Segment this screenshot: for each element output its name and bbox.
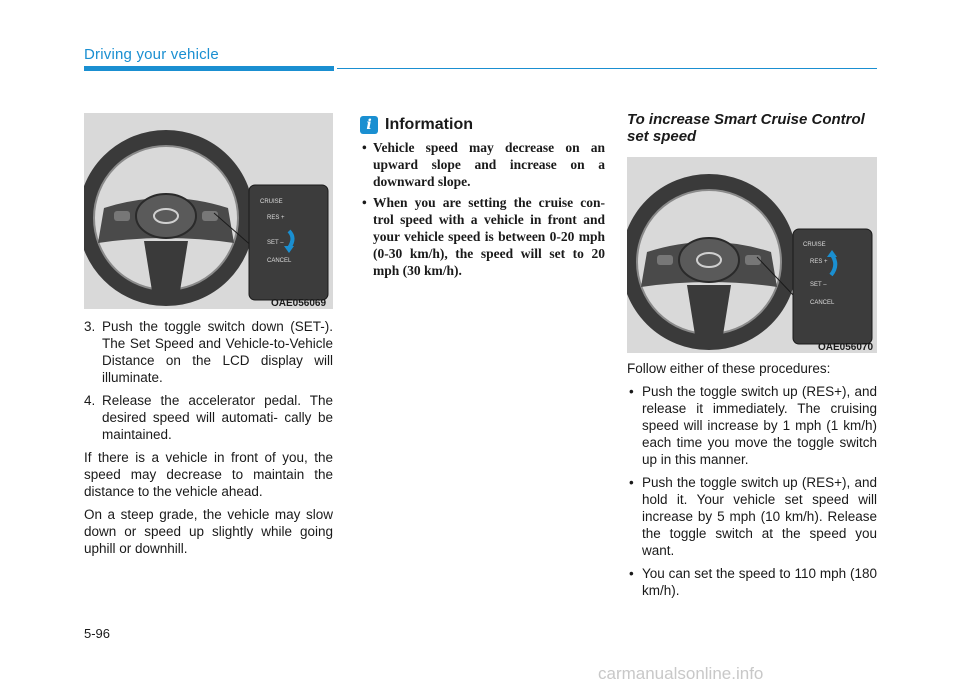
section-title: Driving your vehicle [84,46,219,63]
figure-caption-right: OAE056070 [818,342,874,353]
bullet-icon: • [629,384,634,399]
subsection-title: To increase Smart Cruise Control set speed [627,111,865,145]
step-4 [84,392,333,443]
right-column [627,360,877,605]
page-number: 5-96 [84,626,111,641]
fig-left-label-2: SET – [267,240,284,246]
header-rule-thick [84,66,334,71]
fig-right-label-2: SET – [810,282,827,288]
step-number: 3. [84,319,96,334]
figure-steering-wheel-set [84,113,333,309]
fig-left-label-3: CANCEL [267,258,292,264]
info-icon: i [360,116,378,134]
step-3 [84,318,333,386]
fig-right-label-0: CRUISE [803,242,826,248]
steering-wheel-illustration [627,157,877,353]
info-bullet-text: When you are setting the cruise con- trol speed with a vehicle in front and your vehicle speed is between 0-20 mph (0-30 km/h), the speed will set to 20 mph (30 km/h). [373,195,605,278]
fig-left-label-0: CRUISE [260,199,283,205]
bullet-icon: • [629,566,634,581]
bullet-icon: • [362,140,367,155]
fig-left-label-1: RES + [267,215,285,221]
information-body [360,139,605,283]
figure-caption-left: OAE056069 [271,298,327,309]
watermark: carmanualsonline.info [598,664,764,683]
procedure-bullet [627,565,877,599]
procedure-text: Push the toggle switch up (RES+), and release it immediately. The cruising speed will increase by 1 mph (1 km/h) each time you move the toggle switch up in this manner. [642,384,877,467]
step-text: Release the accelerator pedal. The desired speed will automati- cally be maintained. [102,393,333,442]
procedure-bullet [627,383,877,468]
header-rule-thin [337,68,877,69]
info-bullet-text: Vehicle speed may decrease on an upward slope and increase on a downward slope. [373,140,605,189]
steering-wheel-illustration [84,113,333,309]
procedure-bullet [627,474,877,559]
info-bullet [360,139,605,190]
bullet-icon: • [362,195,367,210]
paragraph-vehicle-front: If there is a vehicle in front of you, the speed may decrease to maintain the distance to the vehicle ahead. [84,450,333,499]
step-number: 4. [84,393,96,408]
fig-right-label-3: CANCEL [810,300,835,306]
paragraph-steep-grade: On a steep grade, the vehicle may slow down or speed up slightly while going uphill or downhill. [84,507,333,556]
bullet-icon: • [629,475,634,490]
information-title: Information [385,116,473,133]
figure-steering-wheel-res [627,157,877,353]
info-bullet [360,194,605,279]
information-heading [360,116,473,134]
fig-right-label-1: RES + [810,259,828,265]
procedure-text: Push the toggle switch up (RES+), and hold it. Your vehicle set speed will increase by 5 mph (10 km/h). Release the toggle switch at the speed you want. [642,475,877,558]
procedure-text: You can set the speed to 110 mph (180 km/h). [642,566,877,598]
step-text: Push the toggle switch down (SET-). The Set Speed and Vehicle-to-Vehicle Distance on the LCD display will illuminate. [102,319,333,385]
left-column [84,318,333,563]
procedure-intro: Follow either of these procedures: [627,361,831,376]
